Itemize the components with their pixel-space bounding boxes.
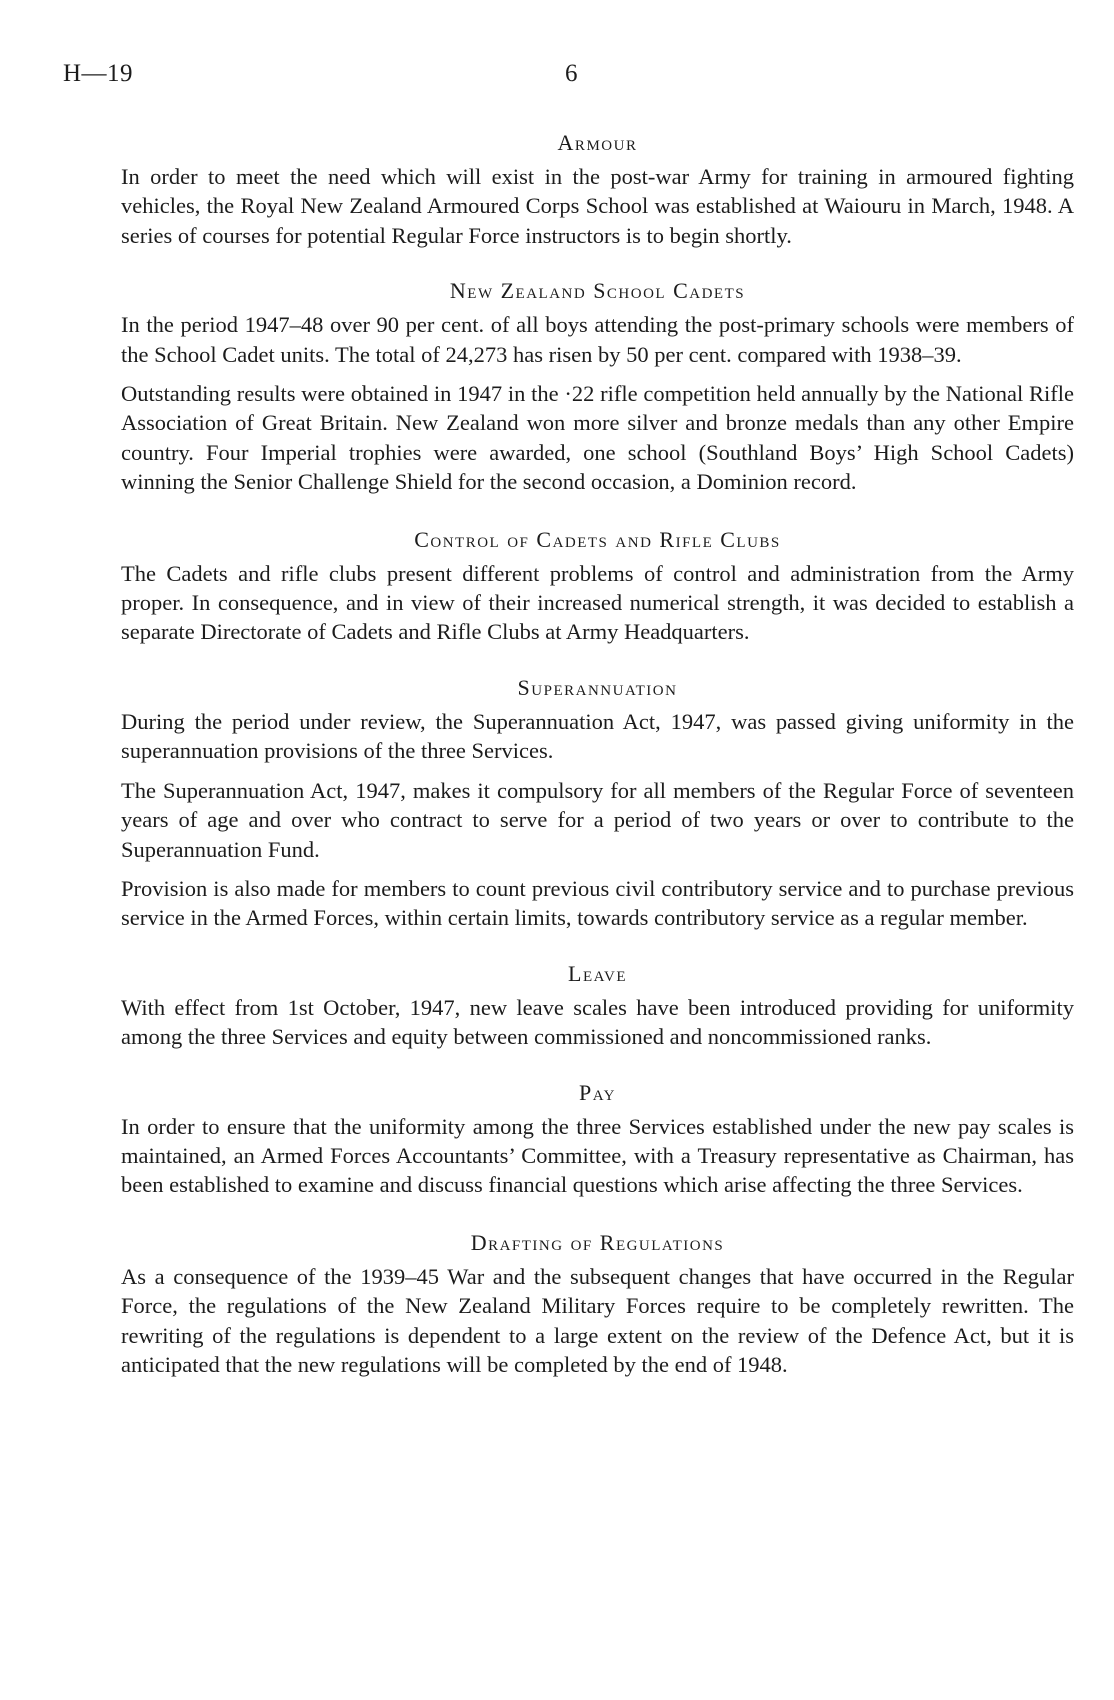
section-leave: [121, 959, 1074, 1052]
section-heading: Control of Cadets and Rifle Clubs: [414, 526, 781, 552]
page-reference: H—19: [63, 60, 134, 87]
paragraph: During the period under review, the Superannuation Act, 1947, was passed giving uniformity in the superannuation provisions of the three Services.: [121, 708, 1074, 764]
section-superannuation: [121, 673, 1074, 933]
section-armour: [121, 128, 1074, 250]
section-drafting-of-regulations: [121, 1228, 1074, 1380]
paragraph: As a consequence of the 1939–45 War and the subsequent changes that have occurred in the Regular Force, the regulations of the New Zealand Military Forces require to be completely rewritten. The rewriting of the regulations is dependent to a large extent on the review of the Defence Act, but it is anticipated that the new regulations will be completed by the end of 1948.: [121, 1263, 1074, 1377]
section-control-of-cadets: [121, 525, 1074, 647]
section-heading: Superannuation: [517, 674, 678, 700]
page-number: 6: [565, 60, 578, 87]
section-heading: Armour: [557, 130, 638, 155]
paragraph: Provision is also made for members to count previous civil contributory service and to purchase previous service in the Armed Forces, within certain limits, towards contributory service as a regular member.: [121, 875, 1074, 931]
section-heading: Drafting of Regulations: [470, 1229, 725, 1255]
section-school-cadets: [121, 276, 1074, 496]
page-body: [121, 128, 1074, 1389]
section-heading: New Zealand School Cadets: [449, 278, 746, 304]
paragraph: With effect from 1st October, 1947, new leave scales have been introduced providing for uniformity among the three Services and equity between commissioned and noncommissioned ranks.: [121, 994, 1074, 1050]
paragraph: In the period 1947–48 over 90 per cent. of all boys attending the post-primary schools were members of the School Cadet units. The total of 24,273 has risen by 50 per cent. compared with 1938–39.: [121, 312, 1074, 367]
paragraph: The Superannuation Act, 1947, makes it compulsory for all members of the Regular Force of seventeen years of age and over who contract to serve for a period of two years or over to contribute to the Superannuation Fund.: [121, 777, 1074, 862]
paragraph: In order to ensure that the uniformity among the three Services established under the new pay scales is maintained, an Armed Forces Accountants’ Committee, with a Treasury representative as Chairman, has been established to examine and discuss financial questions which arise affecting the three Services.: [121, 1113, 1074, 1198]
section-heading: Leave: [568, 960, 627, 986]
section-heading: Pay: [578, 1079, 617, 1105]
section-pay: [121, 1078, 1074, 1200]
paragraph: The Cadets and rifle clubs present different problems of control and administration from the Army proper. In consequence, and in view of their increased numerical strength, it was decided to establish a separate Directorate of Cadets and Rifle Clubs at Army Headquarters.: [121, 560, 1074, 645]
paragraph: Outstanding results were obtained in 1947 in the ·22 rifle competition held annually by the National Rifle Association of Great Britain. New Zealand won more silver and bronze medals than any other Empire country. Four Imperial trophies were awarded, one school (Southland Boys’ High School Cadets) winning the Senior Challenge Shield for the second occasion, a Dominion record.: [121, 381, 1074, 495]
paragraph: In order to meet the need which will exist in the post-war Army for training in armoured fighting vehicles, the Royal New Zealand Armoured Corps School was established at Waiouru in March, 1948. A series of courses for potential Regular Force instructors is to begin shortly.: [121, 164, 1074, 248]
